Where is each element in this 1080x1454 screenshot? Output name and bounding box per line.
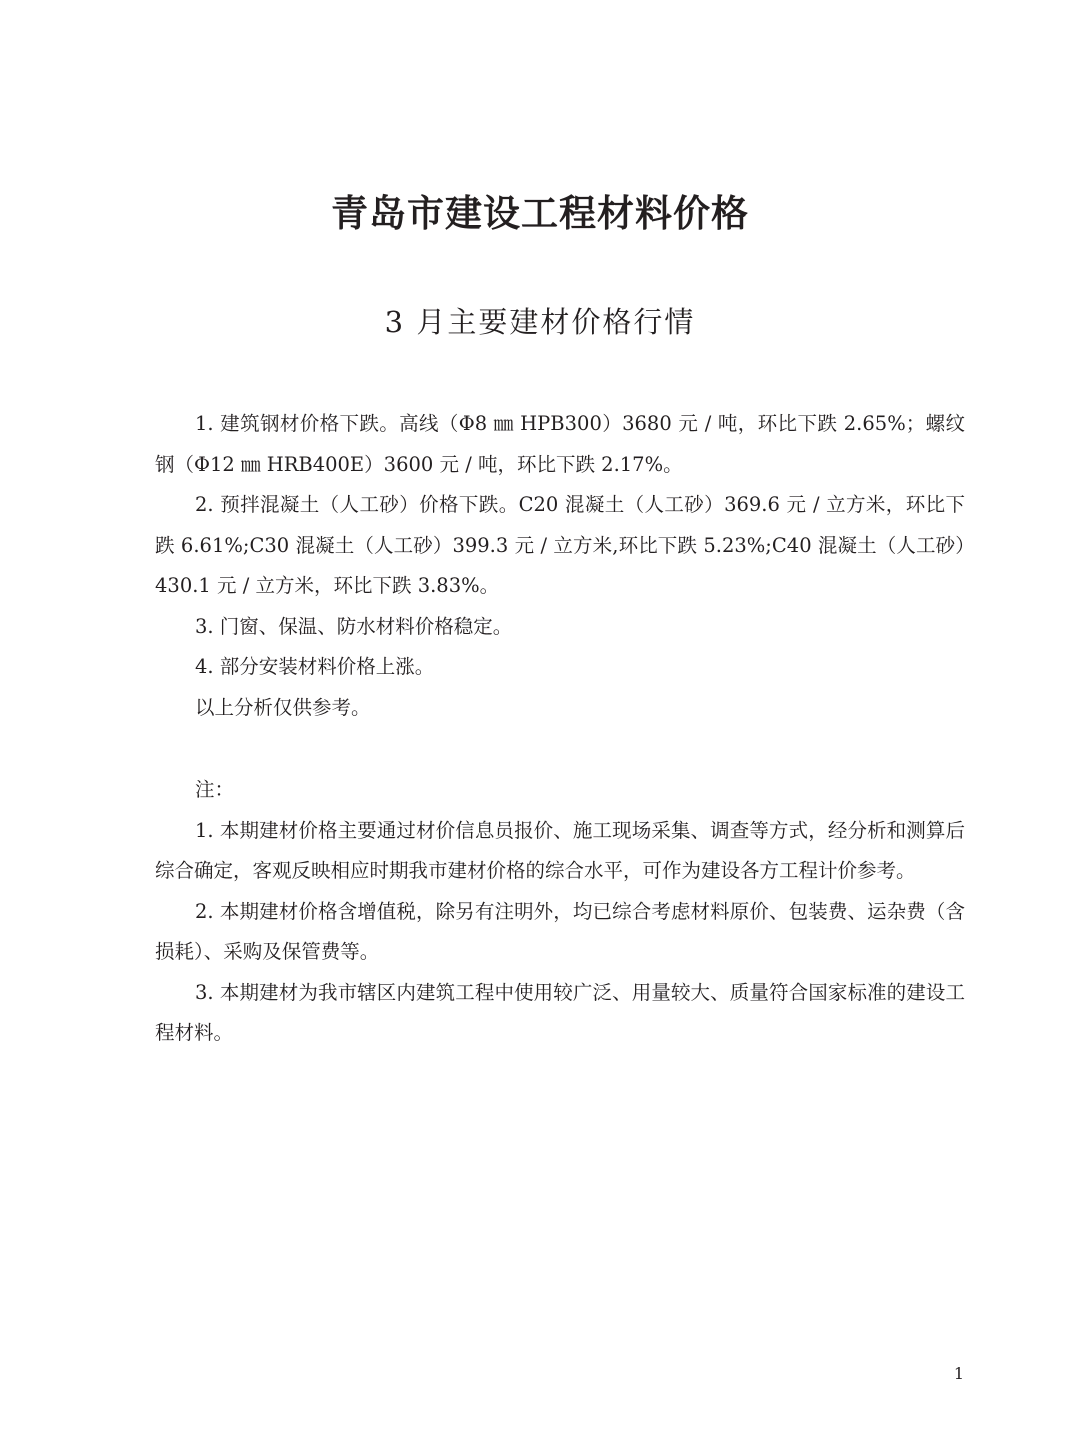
paragraph-installation: 4. 部分安装材料价格上涨。 [195,655,435,678]
notes-section [155,770,965,1054]
paragraph-concrete: 2. 预拌混凝土（人工砂）价格下跌。C20 混凝土（人工砂）369.6 元 / 立方米，环比下跌 6.61%;C30 混凝土（人工砂）399.3 元 / 立方米,环比下跌 5.23%;C40 混凝土（人工砂）430.1 元 / 立方米，环比下跌 3.83%。 [155,493,965,597]
notes-heading: 注： [195,778,235,801]
document-title: 青岛市建设工程材料价格 [331,192,749,235]
document-subtitle: 3 月主要建材价格行情 [384,305,696,339]
note-item: 3. 本期建材为我市辖区内建筑工程中使用较广泛、用量较大、质量符合国家标准的建设工程材料。 [155,980,965,1044]
market-analysis-section [155,404,965,728]
paragraph-doors-windows: 3. 门窗、保温、防水材料价格稳定。 [195,614,513,638]
page-number: 1 [953,1364,964,1383]
paragraph-reference: 以上分析仅供参考。 [195,695,371,719]
note-item: 1. 本期建材价格主要通过材价信息员报价、施工现场采集、调查等方式，经分析和测算后综合确定，客观反映相应时期我市建材价格的综合水平，可作为建设各方工程计价参考。 [155,818,965,882]
note-item: 2. 本期建材价格含增值税，除另有注明外，均已综合考虑材料原价、包装费、运杂费（含损耗）、采购及保管费等。 [155,899,965,963]
paragraph-steel: 1. 建筑钢材价格下跌。高线（Φ8 ㎜ HPB300）3680 元 / 吨，环比下跌 2.65%；螺纹钢（Φ12 ㎜ HRB400E）3600 元 / 吨，环比下跌 2.17%。 [155,412,965,476]
